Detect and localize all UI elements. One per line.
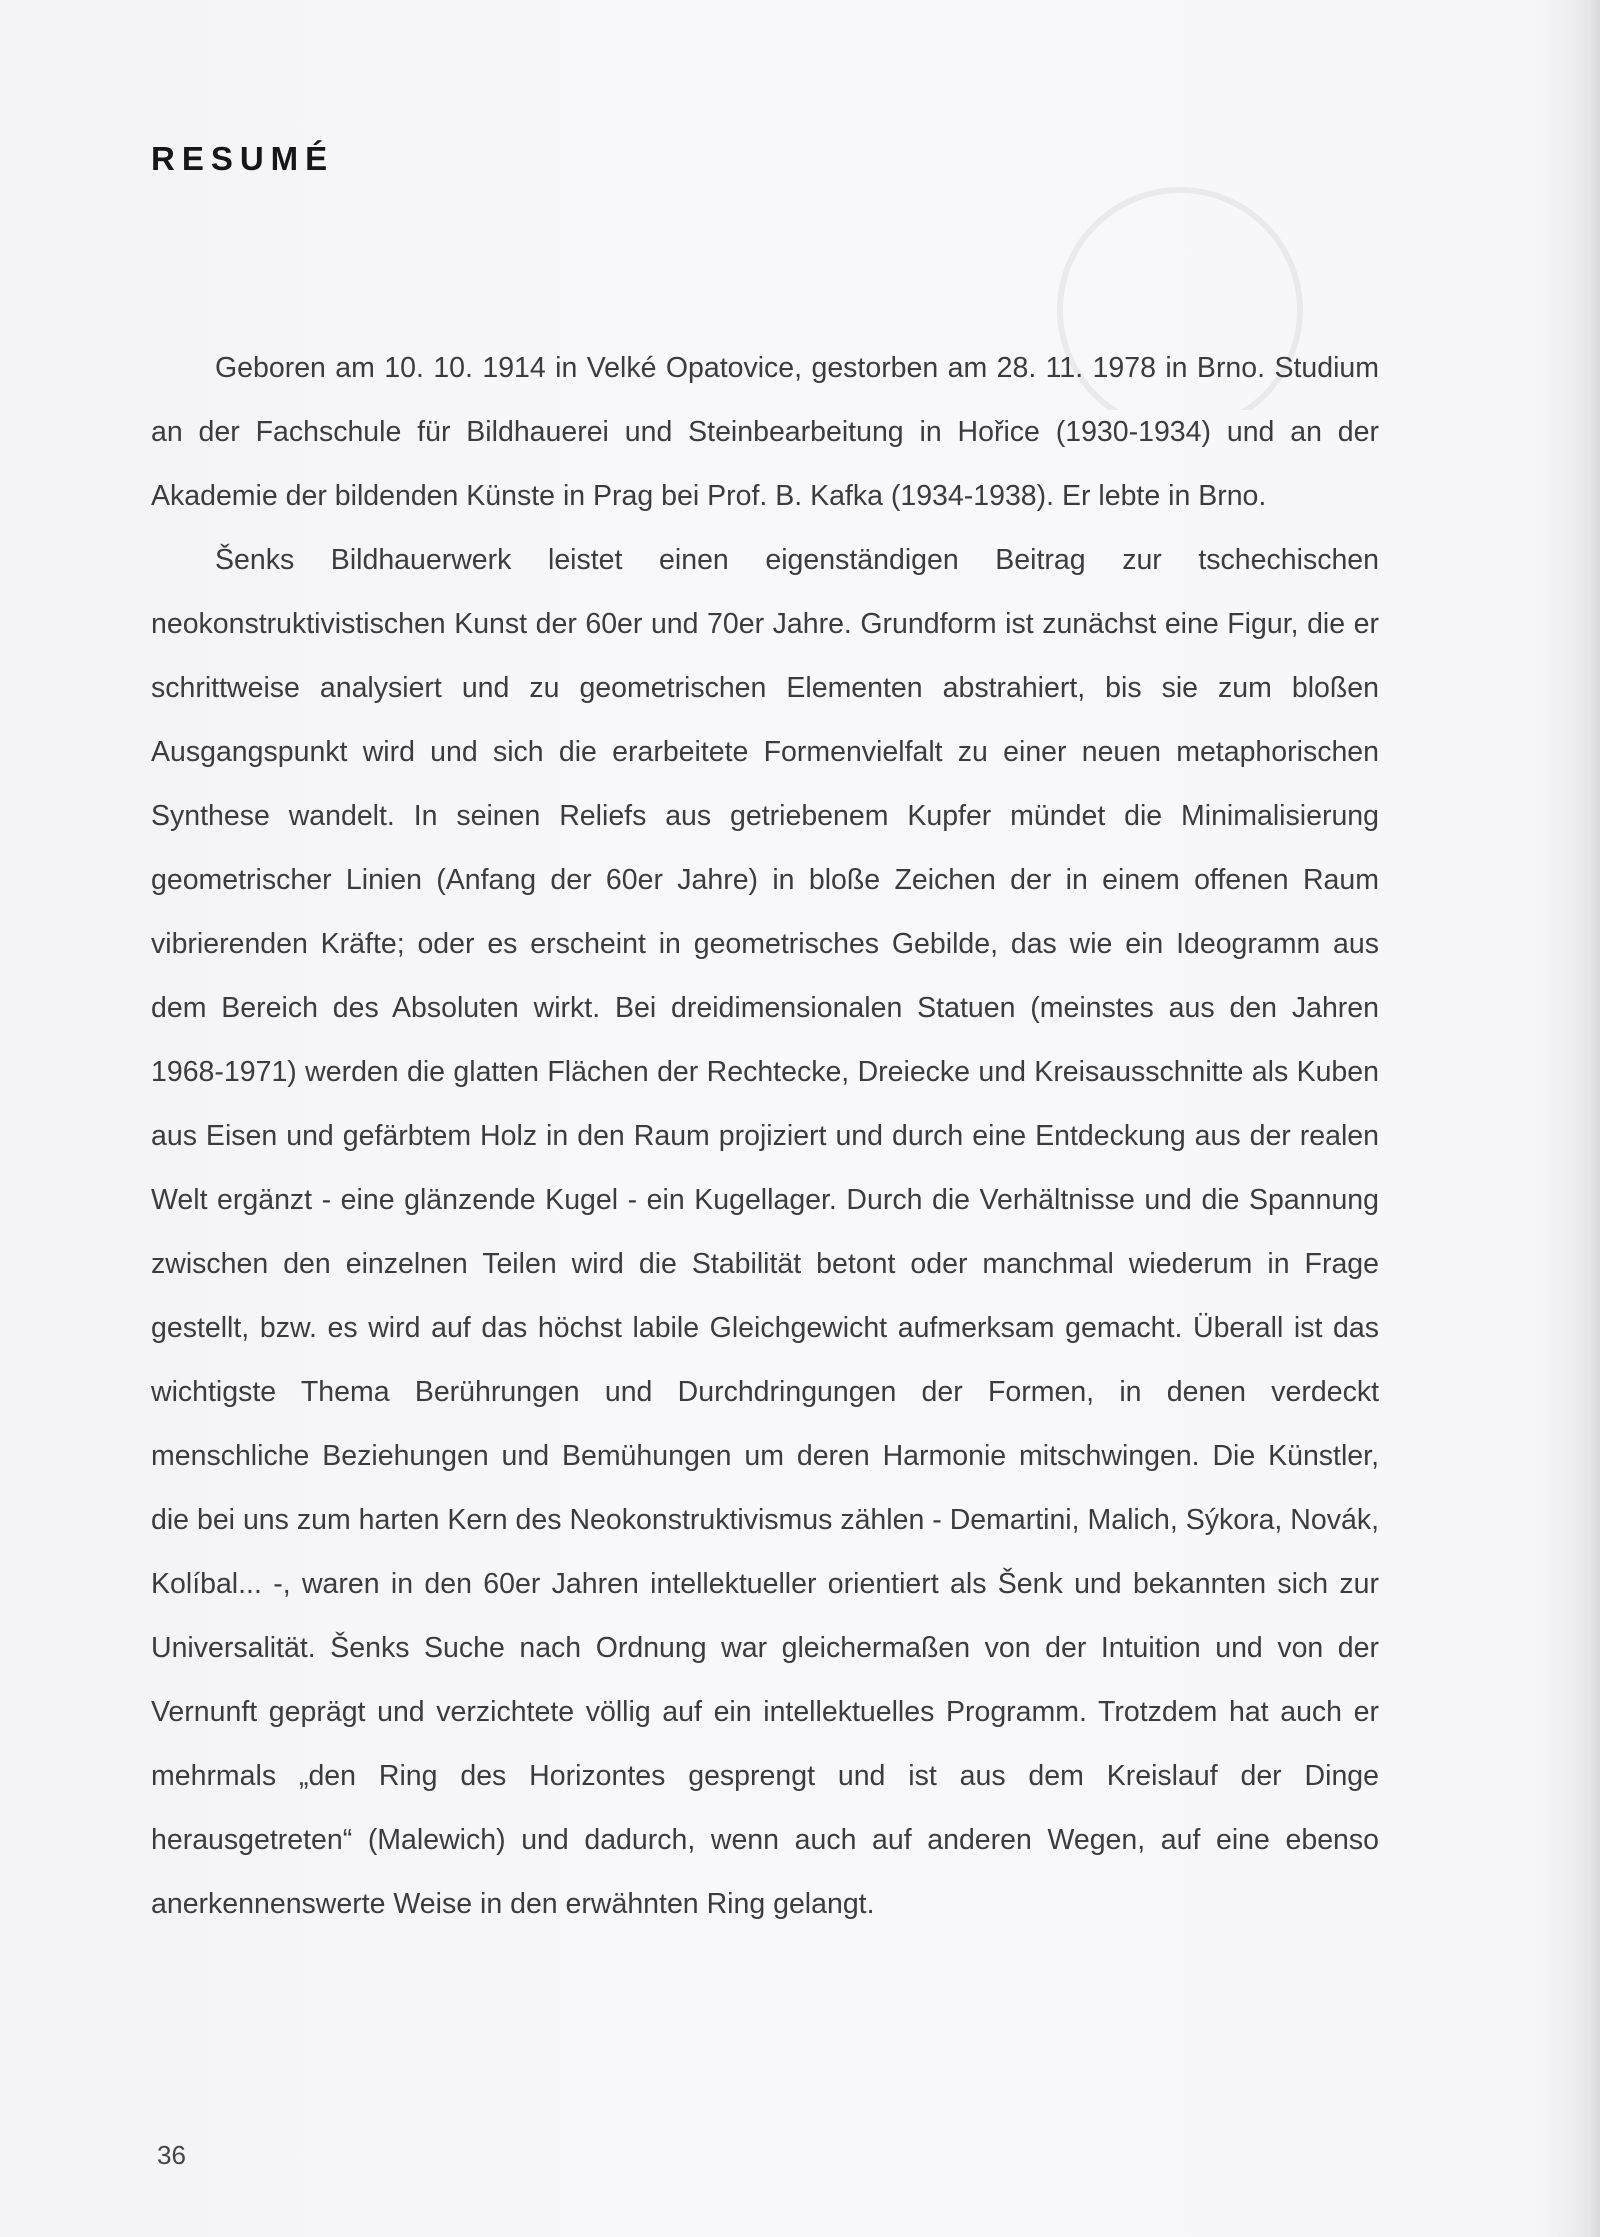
page-number: 36 (157, 2140, 186, 2170)
page-edge-shadow (1588, 0, 1600, 2237)
page-title: RESUMÉ (151, 140, 335, 177)
paragraph-biography: Geboren am 10. 10. 1914 in Velké Opatovice, gestorben am 28. 11. 1978 in Brno. Studium an der Fachschule für Bildhauerei und Steinbearbeitung in Hořice (1930-1934) und an der Akademie der bildenden Künste in Prag bei Prof. B. Kafka (1934-1938). Er lebte in Brno. (151, 352, 1379, 512)
paragraph-work: Šenks Bildhauerwerk leistet einen eigenständigen Beitrag zur tschechischen neokonstruktivistischen Kunst der 60er und 70er Jahre. Grundform ist zunächst eine Figur, die er schrittweise analysiert und zu geometrischen Elementen abstrahiert, bis sie zum bloßen Ausgangspunkt wird und sich die erarbeitete Formenvielfalt zu einer neuen metaphorischen Synthese wandelt. In seinen Reliefs aus getriebenem Kupfer mündet die Minimalisierung geometrischer Linien (Anfang der 60er Jahre) in bloße Zeichen der in einem offenen Raum vibrierenden Kräfte; oder es erscheint in geometrisches Gebilde, das wie ein Ideogramm aus dem Bereich des Absoluten wirkt. Bei dreidimensionalen Statuen (meinstes aus den Jahren 1968-1971) werden die glatten Flächen der Rechtecke, Dreiecke und Kreisausschnitte als Kuben aus Eisen und gefärbtem Holz in den Raum projiziert und durch eine Entdeckung aus der realen Welt ergänzt - eine glänzende Kugel - ein Kugellager. Durch die Verhältnisse und die Spannung zwischen den einzelnen Teilen wird die Stabilität betont oder manchmal wiederum in Frage gestellt, bzw. es wird auf das höchst labile Gleichgewicht aufmerksam gemacht. Überall ist das wichtigste Thema Berührungen und Durchdringungen der Formen, in denen verdeckt menschliche Beziehungen und Bemühungen um deren Harmonie mitschwingen. Die Künstler, die bei uns zum harten Kern des Neokonstruktivismus zählen - Demartini, Malich, Sýkora, Novák, Kolíbal... -, waren in den 60er Jahren intellektueller orientiert als Šenk und bekannten sich zur Universalität. Šenks Suche nach Ordnung war gleichermaßen von der Intuition und von der Vernunft geprägt und verzichtete völlig auf ein intellektuelles Programm. Trotzdem hat auch er mehrmals „den Ring des Horizontes gesprengt und ist aus dem Kreislauf der Dinge herausgetreten“ (Malewich) und dadurch, wenn auch auf anderen Wegen, auf eine ebenso anerkennenswerte Weise in den erwähnten Ring gelangt. (151, 544, 1379, 1920)
resume-body (151, 336, 1379, 1936)
